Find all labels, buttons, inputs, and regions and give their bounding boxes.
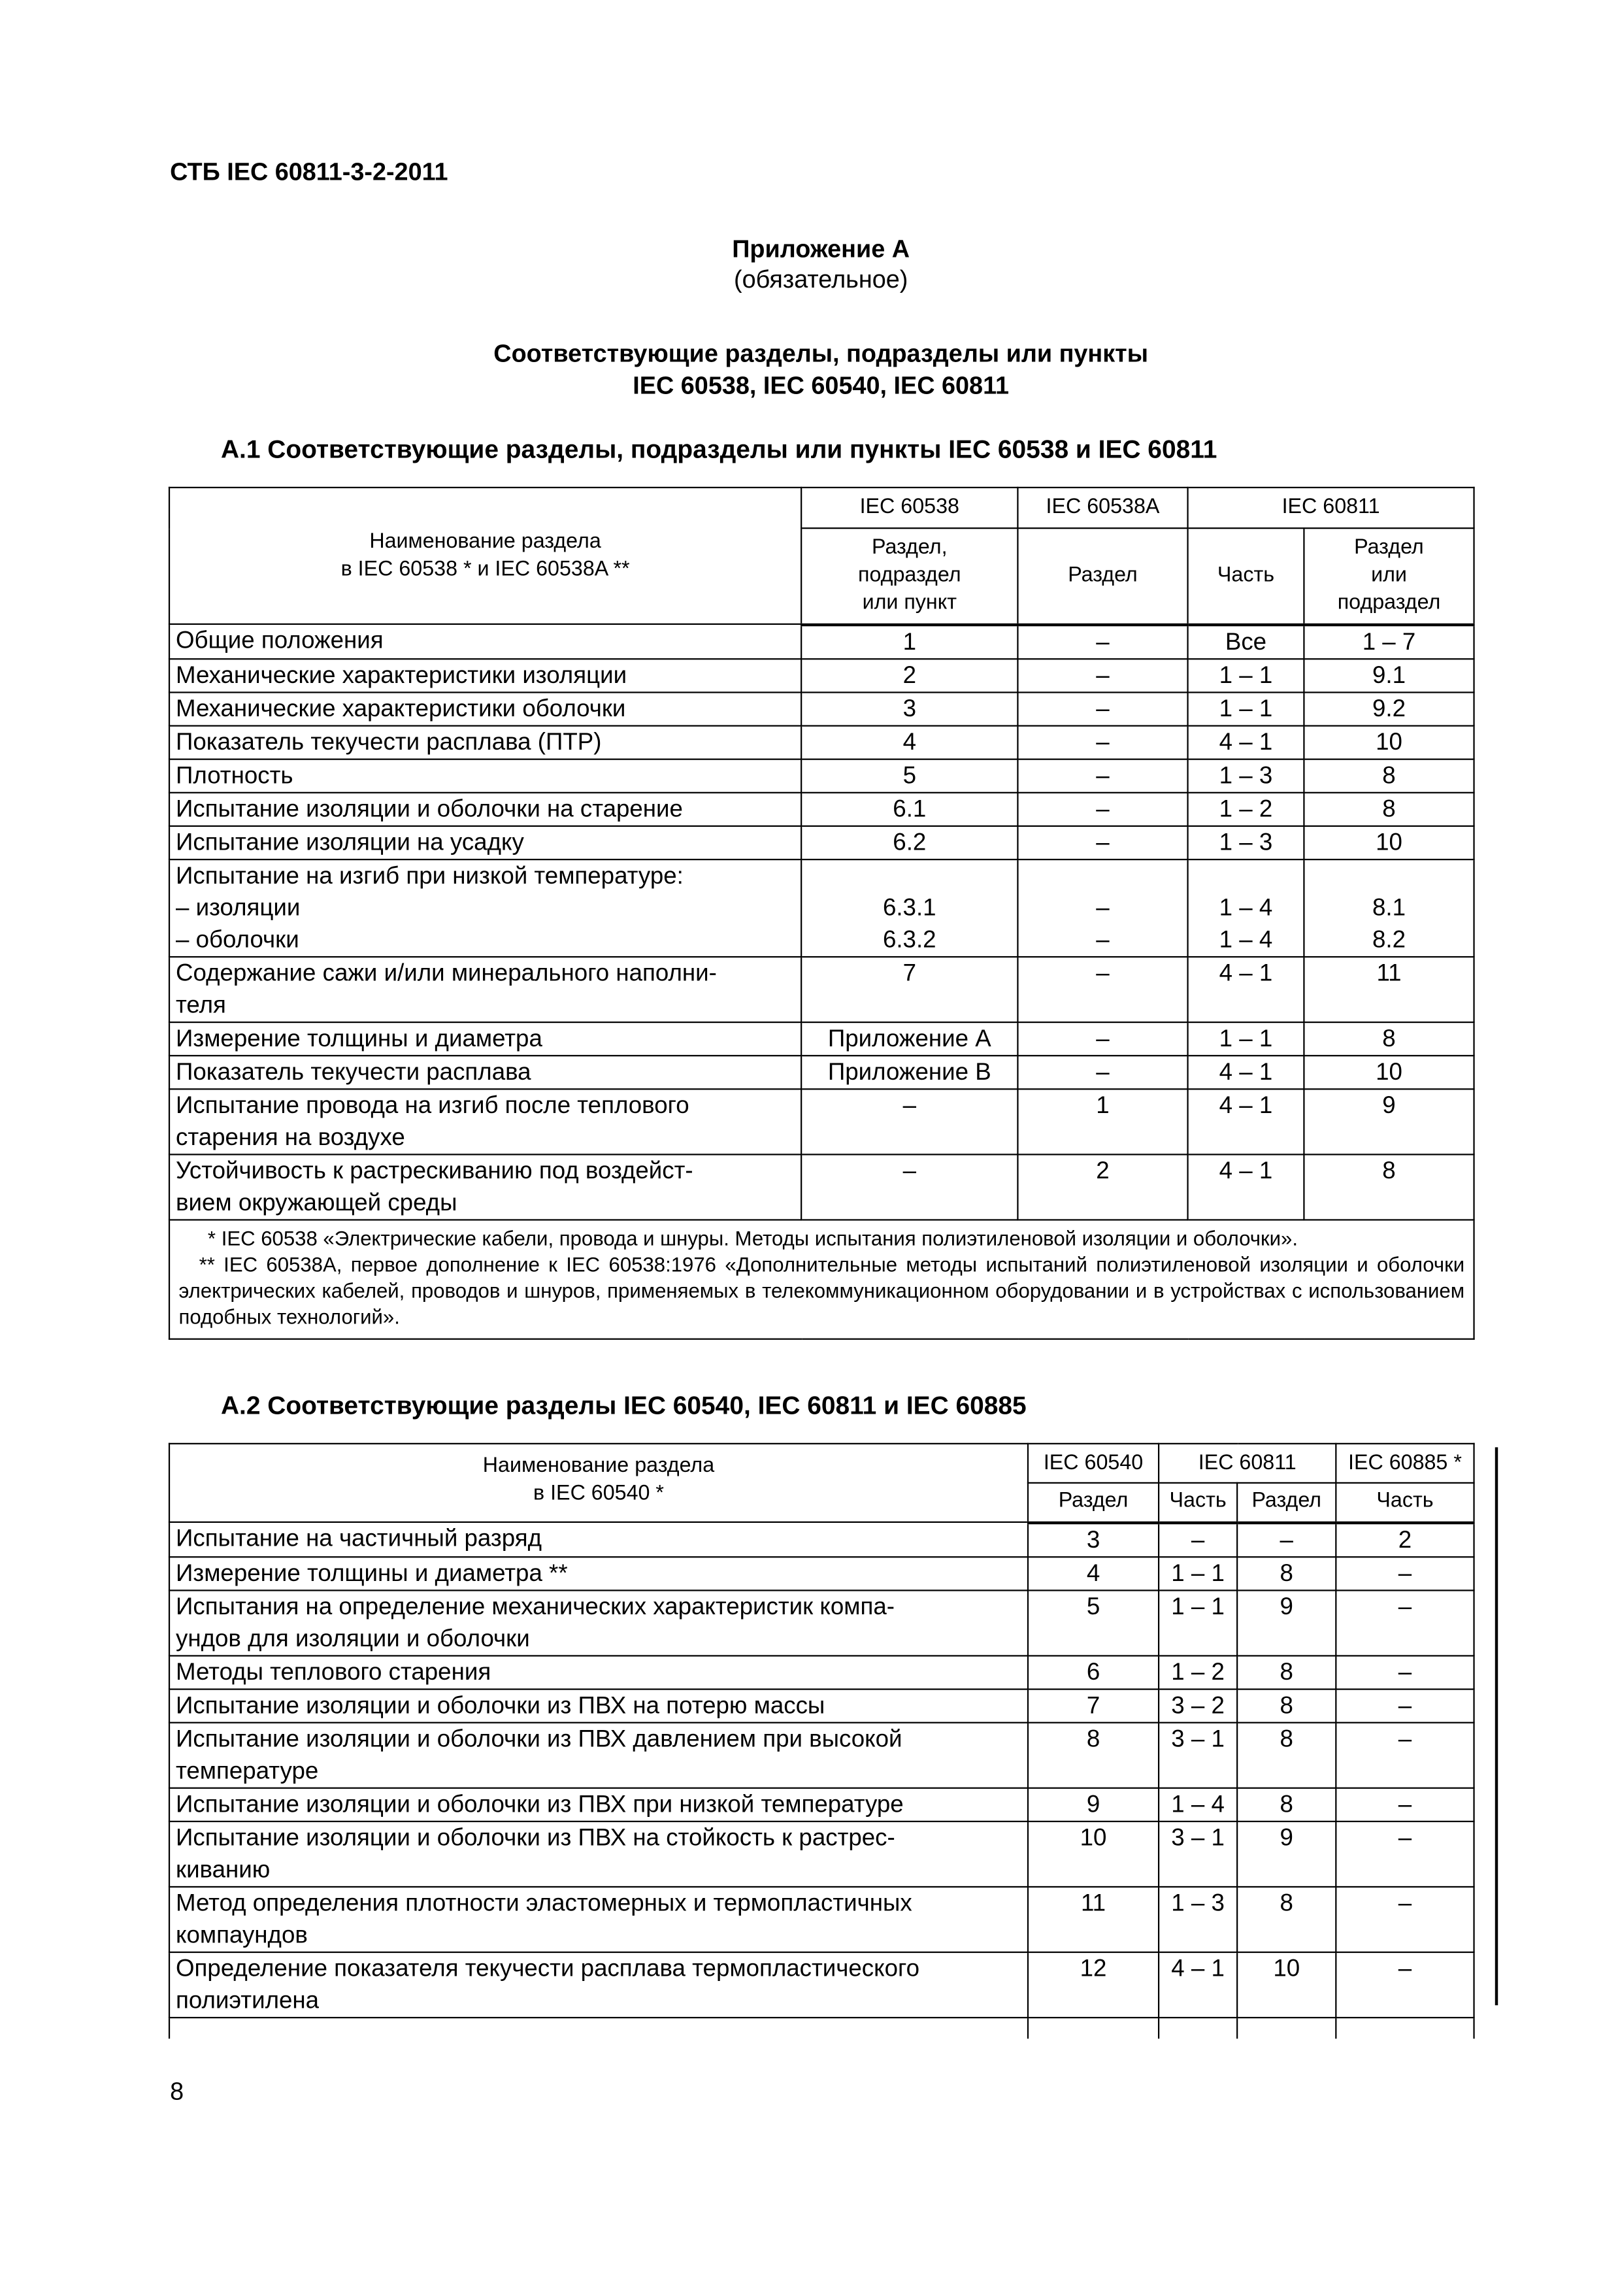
table-a1 (169, 487, 1475, 1339)
table1-header-sub3: Часть (1188, 528, 1304, 624)
revision-bar (1495, 1447, 1498, 2005)
iec60885-part-cell: 2 (1336, 1522, 1474, 1556)
section-name-cell: Содержание сажи и/или минерального наполни- теля (169, 956, 801, 1022)
section-name-cell: Общие положения (169, 624, 801, 658)
iec60811-section-cell: 9 (1237, 1589, 1336, 1655)
iec60811-section-cell: 8 (1237, 1688, 1336, 1722)
iec60811-section-cell: – (1237, 1522, 1336, 1556)
iec60538-section-cell: Приложение В (801, 1055, 1017, 1088)
iec60885-part-cell: – (1336, 1788, 1474, 1821)
table-row (169, 1952, 1474, 2017)
table-row (169, 725, 1474, 758)
table-row (169, 1788, 1474, 1821)
section-name-cell: Испытание изоляции и оболочки на старение (169, 792, 801, 825)
iec60885-part-cell: – (1336, 1821, 1474, 1886)
section-name-cell: Показатель текучести расплава (ПТР) (169, 725, 801, 758)
table2-header-sub3: Раздел (1237, 1483, 1336, 1522)
table-row (169, 825, 1474, 859)
table-row (169, 1722, 1474, 1788)
iec60538a-section-cell: – (1017, 725, 1187, 758)
iec60538-section-cell: 6.2 (801, 825, 1017, 859)
table1-header-std2: IEC 60538A (1017, 488, 1187, 528)
iec60538a-section-cell: – – (1017, 859, 1187, 956)
iec60811-part-cell: 1 – 3 (1188, 825, 1304, 859)
iec60885-part-cell: – (1336, 1655, 1474, 1688)
table-row (169, 691, 1474, 725)
iec60811-part-cell: 3 – 1 (1159, 1722, 1237, 1788)
section-name-cell: Испытание изоляции и оболочки из ПВХ давлением при высокой температуре (169, 1722, 1028, 1788)
iec60811-part-cell: 1 – 4 (1159, 1788, 1237, 1821)
iec60811-part-cell: 1 – 3 (1159, 1886, 1237, 1952)
section-name-cell: Испытание изоляции и оболочки из ПВХ при низкой температуре (169, 1788, 1028, 1821)
table-row (169, 1055, 1474, 1088)
iec60811-part-cell: 4 – 1 (1159, 1952, 1237, 2017)
iec60811-part-cell: 1 – 1 (1188, 691, 1304, 725)
table1-header-sub4: Раздел или подраздел (1304, 528, 1474, 624)
table-row (169, 1886, 1474, 1952)
annex-main-title (0, 339, 1620, 403)
iec60811-section-cell: 1 – 7 (1304, 624, 1474, 658)
iec60538-section-cell: 5 (801, 759, 1017, 792)
table-row (169, 1088, 1474, 1154)
section-name-cell: Испытание изоляции на усадку (169, 825, 801, 859)
table-row (169, 956, 1474, 1022)
iec60811-section-cell: 8 (1237, 1556, 1336, 1589)
iec60538a-section-cell: 1 (1017, 1088, 1187, 1154)
document-code: СТБ IEC 60811-3-2-2011 (170, 158, 448, 186)
iec60811-section-cell: 10 (1304, 1055, 1474, 1088)
iec60811-section-cell: 8 (1237, 1886, 1336, 1952)
iec60540-section-cell: 12 (1028, 1952, 1159, 2017)
iec60885-part-cell: – (1336, 1688, 1474, 1722)
iec60811-part-cell: 4 – 1 (1188, 1154, 1304, 1219)
iec60538a-section-cell: – (1017, 825, 1187, 859)
table2-header-sub4: Часть (1336, 1483, 1474, 1522)
iec60538-section-cell: 1 (801, 624, 1017, 658)
iec60540-section-cell: 5 (1028, 1589, 1159, 1655)
iec60885-part-cell: – (1336, 1952, 1474, 2017)
iec60811-section-cell: 9 (1237, 1821, 1336, 1886)
iec60540-section-cell: 3 (1028, 1522, 1159, 1556)
iec60540-section-cell: 6 (1028, 1655, 1159, 1688)
iec60538a-section-cell: – (1017, 956, 1187, 1022)
iec60540-section-cell: 9 (1028, 1788, 1159, 1821)
iec60811-part-cell: 3 – 2 (1159, 1688, 1237, 1722)
iec60538a-section-cell: – (1017, 691, 1187, 725)
table2-title: А.2 Соответствующие разделы IEC 60540, IEC 60811 и IEC 60885 (220, 1390, 1027, 1420)
iec60811-section-cell: 8 (1237, 1788, 1336, 1821)
table-row (169, 1655, 1474, 1688)
section-name-cell: Механические характеристики изоляции (169, 658, 801, 691)
iec60540-section-cell: 7 (1028, 1688, 1159, 1722)
section-name-cell: Испытание изоляции и оболочки из ПВХ на потерю массы (169, 1688, 1028, 1722)
iec60538a-section-cell: – (1017, 792, 1187, 825)
iec60538-section-cell: 3 (801, 691, 1017, 725)
iec60811-part-cell: 1 – 4 1 – 4 (1188, 859, 1304, 956)
iec60811-section-cell: 8.1 8.2 (1304, 859, 1474, 956)
table-row (169, 1589, 1474, 1655)
iec60538-section-cell: 4 (801, 725, 1017, 758)
iec60811-section-cell: 9.2 (1304, 691, 1474, 725)
annex-main-title-line2: IEC 60538, IEC 60540, IEC 60811 (633, 372, 1010, 400)
table-row (169, 792, 1474, 825)
iec60811-part-cell: – (1159, 1522, 1237, 1556)
iec60811-part-cell: 1 – 2 (1159, 1655, 1237, 1688)
table2-header-sub2: Часть (1159, 1483, 1237, 1522)
iec60811-section-cell: 8 (1237, 1722, 1336, 1788)
iec60538a-section-cell: – (1017, 1022, 1187, 1055)
table-row (169, 1821, 1474, 1886)
iec60811-part-cell: 3 – 1 (1159, 1821, 1237, 1886)
iec60811-section-cell: 11 (1304, 956, 1474, 1022)
table2-header-name: Наименование раздела в IEC 60540 * (169, 1444, 1028, 1522)
iec60811-part-cell: 4 – 1 (1188, 1088, 1304, 1154)
page-number: 8 (170, 2078, 184, 2106)
iec60811-part-cell: Все (1188, 624, 1304, 658)
iec60885-part-cell: – (1336, 1556, 1474, 1589)
table1-header-sub1: Раздел, подраздел или пункт (801, 528, 1017, 624)
iec60538-section-cell: – (801, 1088, 1017, 1154)
iec60885-part-cell: – (1336, 1589, 1474, 1655)
table-row (169, 1556, 1474, 1589)
iec60811-part-cell: 4 – 1 (1188, 1055, 1304, 1088)
iec60538-section-cell: 7 (801, 956, 1017, 1022)
table1-footnote-1: * IEC 60538 «Электрические кабели, провода и шнуры. Методы испытания полиэтиленовой изоляции и оболочки». (207, 1225, 1298, 1249)
iec60811-section-cell: 10 (1304, 825, 1474, 859)
table-row (169, 859, 1474, 956)
iec60538a-section-cell: 2 (1017, 1154, 1187, 1219)
iec60538a-section-cell: – (1017, 658, 1187, 691)
iec60885-part-cell: – (1336, 1886, 1474, 1952)
iec60811-part-cell: 4 – 1 (1188, 956, 1304, 1022)
table1-header-std1: IEC 60538 (801, 488, 1017, 528)
iec60538-section-cell: Приложение А (801, 1022, 1017, 1055)
annex-title: Приложение А (732, 235, 910, 263)
table-row (169, 759, 1474, 792)
iec60811-section-cell: 9.1 (1304, 658, 1474, 691)
table1-header-name: Наименование раздела в IEC 60538 * и IEC 60538A ** (169, 488, 801, 624)
iec60885-part-cell: – (1336, 1722, 1474, 1788)
iec60811-part-cell: 1 – 3 (1188, 759, 1304, 792)
iec60538a-section-cell: – (1017, 1055, 1187, 1088)
table-row (169, 658, 1474, 691)
table2-header-std1: IEC 60540 (1028, 1444, 1159, 1483)
section-name-cell: Испытание на частичный разряд (169, 1522, 1028, 1556)
table1-header-sub2: Раздел (1017, 528, 1187, 624)
iec60811-section-cell: 10 (1237, 1952, 1336, 2017)
section-name-cell: Измерение толщины и диаметра (169, 1022, 801, 1055)
table-row (169, 1154, 1474, 1219)
table-row (169, 1522, 1474, 1556)
iec60811-part-cell: 4 – 1 (1188, 725, 1304, 758)
iec60538a-section-cell: – (1017, 624, 1187, 658)
iec60540-section-cell: 10 (1028, 1821, 1159, 1886)
iec60811-section-cell: 8 (1304, 1154, 1474, 1219)
table1-header-std3: IEC 60811 (1188, 488, 1474, 528)
annex-main-title-line1: Соответствующие разделы, подразделы или пункты (493, 340, 1148, 368)
table1-title: А.1 Соответствующие разделы, подразделы или пункты IEC 60538 и IEC 60811 (220, 434, 1217, 464)
section-name-cell: Измерение толщины и диаметра ** (169, 1556, 1028, 1589)
section-name-cell: Испытания на определение механических характеристик компа- ундов для изоляции и оболочки (169, 1589, 1028, 1655)
section-name-cell: Механические характеристики оболочки (169, 691, 801, 725)
iec60811-part-cell: 1 – 2 (1188, 792, 1304, 825)
iec60811-part-cell: 1 – 1 (1188, 658, 1304, 691)
section-name-cell: Испытание провода на изгиб после теплового старения на воздухе (169, 1088, 801, 1154)
table2-header-std2: IEC 60811 (1159, 1444, 1336, 1483)
iec60811-part-cell: 1 – 1 (1188, 1022, 1304, 1055)
iec60540-section-cell: 4 (1028, 1556, 1159, 1589)
table2-header-sub1: Раздел (1028, 1483, 1159, 1522)
iec60811-section-cell: 8 (1304, 792, 1474, 825)
table2-header-std3: IEC 60885 * (1336, 1444, 1474, 1483)
annex-status: (обязательное) (734, 265, 908, 294)
iec60538-section-cell: – (801, 1154, 1017, 1219)
iec60540-section-cell: 8 (1028, 1722, 1159, 1788)
iec60538a-section-cell: – (1017, 759, 1187, 792)
table-row (169, 1688, 1474, 1722)
iec60538-section-cell: 6.1 (801, 792, 1017, 825)
iec60811-section-cell: 8 (1304, 1022, 1474, 1055)
iec60811-section-cell: 8 (1237, 1655, 1336, 1688)
section-name-cell: Метод определения плотности эластомерных и термопластичных компаундов (169, 1886, 1028, 1952)
iec60538-section-cell: 6.3.1 6.3.2 (801, 859, 1017, 956)
table-row (169, 1022, 1474, 1055)
section-name-cell: Испытание на изгиб при низкой температуре: – изоляции – оболочки (169, 859, 801, 956)
section-name-cell: Устойчивость к растрескиванию под воздейст- вием окружающей среды (169, 1154, 801, 1219)
iec60811-section-cell: 9 (1304, 1088, 1474, 1154)
section-name-cell: Определение показателя текучести расплава термопластического полиэтилена (169, 1952, 1028, 2017)
section-name-cell: Плотность (169, 759, 801, 792)
section-name-cell: Методы теплового старения (169, 1655, 1028, 1688)
table-row (169, 624, 1474, 658)
section-name-cell: Показатель текучести расплава (169, 1055, 801, 1088)
iec60811-part-cell: 1 – 1 (1159, 1556, 1237, 1589)
table-a2 (169, 1443, 1475, 2038)
iec60538-section-cell: 2 (801, 658, 1017, 691)
table1-footnotes (169, 1219, 1474, 1338)
iec60811-section-cell: 10 (1304, 725, 1474, 758)
section-name-cell: Испытание изоляции и оболочки из ПВХ на стойкость к растрес- киванию (169, 1821, 1028, 1886)
table1-footnote-2: ** IEC 60538A, первое дополнение к IEC 60538:1976 «Дополнительные методы испытаний полиэтиленовой изоляции и оболочки электрических кабелей, проводов и шнуров, применяемых в телекоммуникационном оборудовании и в устройствах с использованием подобных технологий». (178, 1252, 1465, 1327)
iec60811-section-cell: 8 (1304, 759, 1474, 792)
iec60540-section-cell: 11 (1028, 1886, 1159, 1952)
iec60811-part-cell: 1 – 1 (1159, 1589, 1237, 1655)
